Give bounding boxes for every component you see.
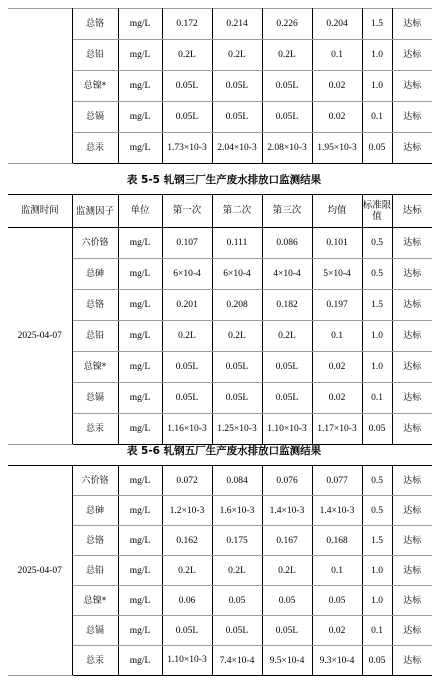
unit-cell: mg/L [118, 466, 162, 496]
factor-cell: 六价铬 [72, 466, 118, 496]
header-third: 第三次 [262, 195, 312, 228]
limit-cell: 0.05 [362, 133, 392, 164]
unit-cell: mg/L [118, 71, 162, 102]
value-cell: 0.2L [262, 321, 312, 352]
factor-cell: 总镉 [72, 383, 118, 414]
value-cell: 0.2L [262, 556, 312, 586]
avg-cell: 0.02 [312, 352, 362, 383]
limit-cell: 0.1 [362, 383, 392, 414]
result-cell: 达标 [392, 586, 432, 616]
value-cell: 0.162 [162, 526, 212, 556]
value-cell: 0.111 [212, 228, 262, 259]
avg-cell: 0.02 [312, 383, 362, 414]
factor-cell: 总镍* [72, 71, 118, 102]
value-cell: 2.04×10-3 [212, 133, 262, 164]
unit-cell: mg/L [118, 228, 162, 259]
result-cell: 达标 [392, 383, 432, 414]
avg-cell: 0.077 [312, 466, 362, 496]
result-cell: 达标 [392, 228, 432, 259]
value-cell: 0.05L [162, 352, 212, 383]
avg-cell: 1.17×10-3 [312, 414, 362, 445]
value-cell: 1.10×10-3 [162, 646, 212, 676]
result-cell: 达标 [392, 71, 432, 102]
table-5-5-caption: 表 5-5 轧钢三厂生产废水排放口监测结果 [126, 174, 322, 186]
date-cell: 2025-04-07 [8, 228, 72, 445]
value-cell: 0.06 [162, 586, 212, 616]
limit-cell: 1.0 [362, 586, 392, 616]
unit-cell: mg/L [118, 586, 162, 616]
value-cell: 0.05L [162, 102, 212, 133]
unit-cell: mg/L [118, 646, 162, 676]
avg-cell: 0.168 [312, 526, 362, 556]
result-cell: 达标 [392, 352, 432, 383]
value-cell: 0.072 [162, 466, 212, 496]
avg-cell: 0.1 [312, 556, 362, 586]
limit-cell: 0.5 [362, 228, 392, 259]
result-cell: 达标 [392, 526, 432, 556]
factor-cell: 总镍* [72, 352, 118, 383]
result-cell: 达标 [392, 102, 432, 133]
value-cell: 0.05 [262, 586, 312, 616]
value-cell: 0.2L [262, 40, 312, 71]
avg-cell: 0.204 [312, 9, 362, 40]
header-time: 监测时间 [8, 195, 72, 228]
avg-cell: 9.3×10-4 [312, 646, 362, 676]
table-5-6 [8, 465, 432, 676]
header-average: 均值 [312, 195, 362, 228]
value-cell: 0.05L [212, 352, 262, 383]
header-first: 第一次 [162, 195, 212, 228]
unit-cell: mg/L [118, 496, 162, 526]
result-cell: 达标 [392, 40, 432, 71]
header-factor: 监测因子 [72, 195, 118, 228]
result-cell: 达标 [392, 414, 432, 445]
value-cell: 9.5×10-4 [262, 646, 312, 676]
avg-cell: 0.101 [312, 228, 362, 259]
value-cell: 0.208 [212, 290, 262, 321]
avg-cell: 0.1 [312, 40, 362, 71]
factor-cell: 总镉 [72, 616, 118, 646]
value-cell: 4×10-4 [262, 259, 312, 290]
value-cell: 0.05L [162, 383, 212, 414]
limit-cell: 1.0 [362, 71, 392, 102]
value-cell: 0.05L [162, 616, 212, 646]
factor-cell: 总砷 [72, 259, 118, 290]
avg-cell: 0.02 [312, 102, 362, 133]
value-cell: 0.05L [262, 71, 312, 102]
value-cell: 0.05L [212, 102, 262, 133]
factor-cell: 总铅 [72, 40, 118, 71]
value-cell: 0.2L [162, 40, 212, 71]
table-5-6-caption: 表 5-6 轧钢五厂生产废水排放口监测结果 [126, 445, 322, 457]
factor-cell: 总铬 [72, 526, 118, 556]
limit-cell: 1.0 [362, 556, 392, 586]
limit-cell: 1.5 [362, 526, 392, 556]
avg-cell: 0.1 [312, 321, 362, 352]
factor-cell: 总砷 [72, 496, 118, 526]
factor-cell: 总铬 [72, 290, 118, 321]
avg-cell: 1.4×10-3 [312, 496, 362, 526]
value-cell: 0.226 [262, 9, 312, 40]
value-cell: 0.2L [162, 321, 212, 352]
value-cell: 0.05L [262, 352, 312, 383]
value-cell: 0.086 [262, 228, 312, 259]
unit-cell: mg/L [118, 616, 162, 646]
value-cell: 1.2×10-3 [162, 496, 212, 526]
limit-cell: 1.5 [362, 290, 392, 321]
limit-cell: 1.0 [362, 40, 392, 71]
value-cell: 0.175 [212, 526, 262, 556]
value-cell: 7.4×10-4 [212, 646, 262, 676]
result-cell: 达标 [392, 616, 432, 646]
unit-cell: mg/L [118, 133, 162, 164]
value-cell: 0.182 [262, 290, 312, 321]
value-cell: 0.201 [162, 290, 212, 321]
result-cell: 达标 [392, 556, 432, 586]
value-cell: 1.73×10-3 [162, 133, 212, 164]
factor-cell: 总汞 [72, 133, 118, 164]
unit-cell: mg/L [118, 526, 162, 556]
time-cell-empty [8, 9, 72, 164]
avg-cell: 1.95×10-3 [312, 133, 362, 164]
value-cell: 1.6×10-3 [212, 496, 262, 526]
value-cell: 2.08×10-3 [262, 133, 312, 164]
factor-cell: 总汞 [72, 414, 118, 445]
limit-cell: 1.0 [362, 321, 392, 352]
value-cell: 0.107 [162, 228, 212, 259]
limit-cell: 1.0 [362, 352, 392, 383]
value-cell: 0.084 [212, 466, 262, 496]
factor-cell: 总汞 [72, 646, 118, 676]
result-cell: 达标 [392, 466, 432, 496]
avg-cell: 5×10-4 [312, 259, 362, 290]
factor-cell: 总铬 [72, 9, 118, 40]
value-cell: 1.10×10-3 [262, 414, 312, 445]
value-cell: 0.05L [212, 71, 262, 102]
value-cell: 0.2L [162, 556, 212, 586]
unit-cell: mg/L [118, 556, 162, 586]
result-cell: 达标 [392, 646, 432, 676]
value-cell: 0.076 [262, 466, 312, 496]
result-cell: 达标 [392, 259, 432, 290]
factor-cell: 总铅 [72, 321, 118, 352]
table-5-5 [8, 194, 432, 445]
value-cell: 0.2L [212, 556, 262, 586]
value-cell: 0.2L [212, 40, 262, 71]
value-cell: 6×10-4 [162, 259, 212, 290]
unit-cell: mg/L [118, 383, 162, 414]
value-cell: 0.05L [212, 616, 262, 646]
unit-cell: mg/L [118, 102, 162, 133]
unit-cell: mg/L [118, 321, 162, 352]
value-cell: 0.05L [212, 383, 262, 414]
value-cell: 1.16×10-3 [162, 414, 212, 445]
factor-cell: 六价铬 [72, 228, 118, 259]
limit-cell: 1.5 [362, 9, 392, 40]
value-cell: 0.05 [212, 586, 262, 616]
header-unit: 单位 [118, 195, 162, 228]
value-cell: 6×10-4 [212, 259, 262, 290]
unit-cell: mg/L [118, 40, 162, 71]
table-continued [8, 8, 432, 164]
result-cell: 达标 [392, 9, 432, 40]
value-cell: 0.05L [262, 616, 312, 646]
avg-cell: 0.02 [312, 616, 362, 646]
unit-cell: mg/L [118, 290, 162, 321]
limit-cell: 0.1 [362, 102, 392, 133]
value-cell: 0.214 [212, 9, 262, 40]
limit-cell: 0.05 [362, 414, 392, 445]
value-cell: 0.167 [262, 526, 312, 556]
result-cell: 达标 [392, 290, 432, 321]
limit-cell: 0.5 [362, 466, 392, 496]
result-cell: 达标 [392, 496, 432, 526]
value-cell: 0.2L [212, 321, 262, 352]
date-cell: 2025-04-07 [8, 466, 72, 676]
unit-cell: mg/L [118, 259, 162, 290]
unit-cell: mg/L [118, 352, 162, 383]
unit-cell: mg/L [118, 9, 162, 40]
header-second: 第二次 [212, 195, 262, 228]
result-cell: 达标 [392, 321, 432, 352]
value-cell: 0.05L [162, 71, 212, 102]
header-limit: 标准限值 [362, 195, 392, 228]
avg-cell: 0.05 [312, 586, 362, 616]
limit-cell: 0.5 [362, 259, 392, 290]
factor-cell: 总镍* [72, 586, 118, 616]
value-cell: 1.25×10-3 [212, 414, 262, 445]
limit-cell: 0.1 [362, 616, 392, 646]
value-cell: 0.172 [162, 9, 212, 40]
unit-cell: mg/L [118, 414, 162, 445]
header-result: 达标 [392, 195, 432, 228]
avg-cell: 0.02 [312, 71, 362, 102]
limit-cell: 0.5 [362, 496, 392, 526]
factor-cell: 总铅 [72, 556, 118, 586]
result-cell: 达标 [392, 133, 432, 164]
avg-cell: 0.197 [312, 290, 362, 321]
limit-cell: 0.05 [362, 646, 392, 676]
value-cell: 1.4×10-3 [262, 496, 312, 526]
value-cell: 0.05L [262, 102, 312, 133]
factor-cell: 总镉 [72, 102, 118, 133]
value-cell: 0.05L [262, 383, 312, 414]
